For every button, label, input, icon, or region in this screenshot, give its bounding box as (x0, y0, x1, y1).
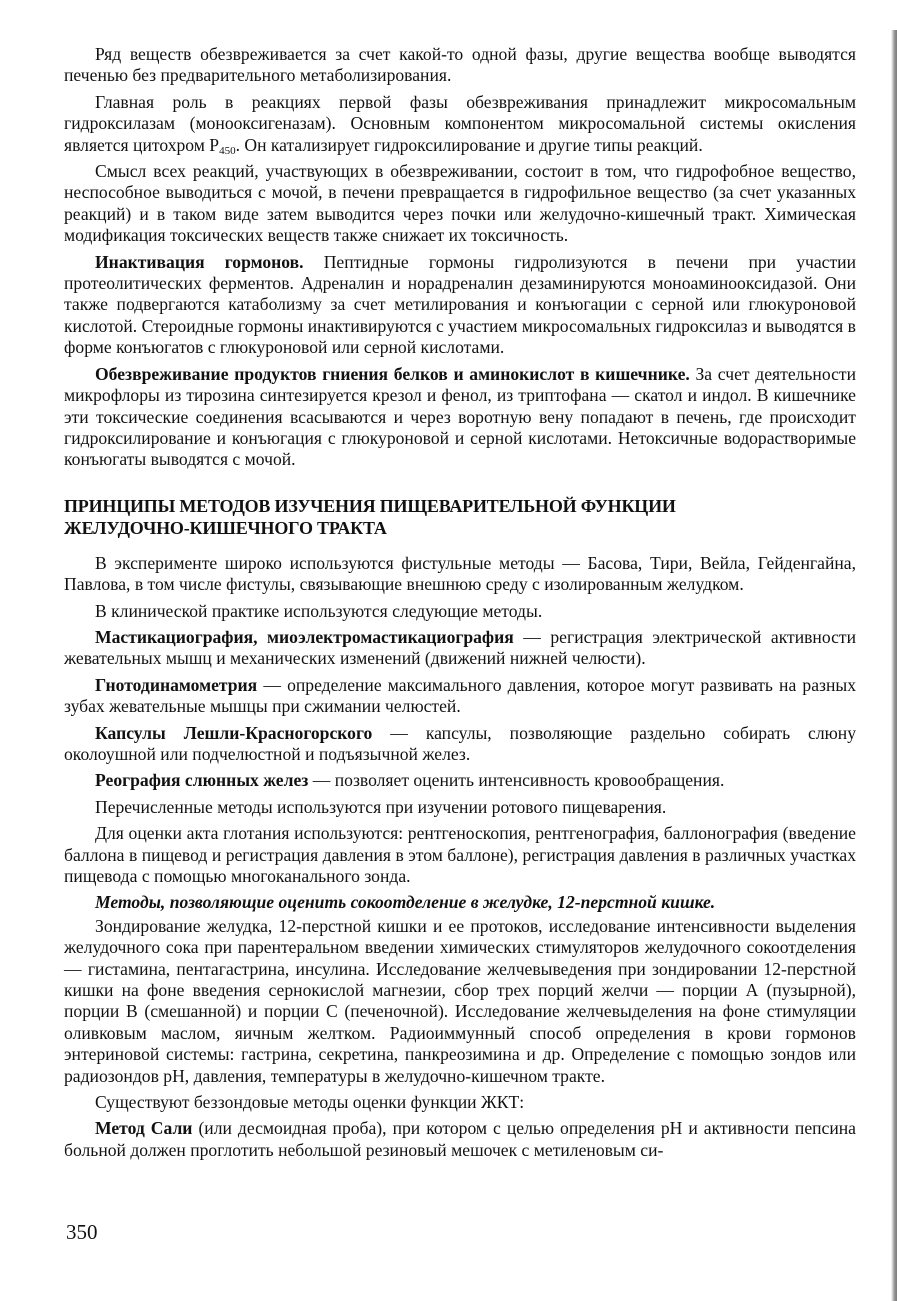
bold-term: Мастикациография, миоэлектромастикациография (95, 626, 514, 647)
bold-term: Инактивация гормонов. (95, 251, 304, 272)
paragraph: Мастикациография, миоэлектромастикациография — регистрация электрической активности жевательных мышц и механических изменений (движений нижней челюсти). (64, 626, 856, 669)
paragraph: В эксперименте широко используются фистульные методы — Басова, Тири, Вейла, Гейденгайна, Павлова, в том числе фистулы, связывающие внешнюю среду с изолированным желудком. (64, 552, 856, 595)
section-heading: ПРИНЦИПЫ МЕТОДОВ ИЗУЧЕНИЯ ПИЩЕВАРИТЕЛЬНОЙ ФУНКЦИИ ЖЕЛУДОЧНО-КИШЕЧНОГО ТРАКТА (64, 495, 676, 538)
paragraph: Ряд веществ обезвреживается за счет какой-то одной фазы, другие вещества вообще выводятся печенью без предварительного метаболизирования. (64, 44, 856, 86)
paragraph: Обезвреживание продуктов гниения белков и аминокислот в кишечнике. За счет деятельности микрофлоры из тирозина синтезируется крезол и фенол, из триптофана — скатол и индол. В кишечнике эти токсические соединения всасываются и через воротную вену попадают в печень, где происходит гидроксилирование и конъюгация с глюкуроновой и серной кислотами. Нетоксичные водорастворимые конъюгаты выводятся с мочой. (64, 363, 856, 470)
paragraph: Инактивация гормонов. Пептидные гормоны гидролизуются в печени при участии протеолитических ферментов. Адреналин и норадреналин дезаминируются моноаминооксидазой. Они также подвергаются катаболизму за счет метилирования и конъюгации с серной или глюкуроновой кислотой. Стероидные гормоны инактивируются с участием микросомальных гидроксилаз и выводятся в форме конъюгатов с глюкуроновой или серной кислотами. (64, 251, 856, 358)
scan-edge-shadow (891, 30, 897, 1301)
paragraph (64, 892, 856, 913)
bold-term: Обезвреживание продуктов гниения белков и аминокислот в кишечнике. (95, 363, 690, 384)
paragraph: Главная роль в реакциях первой фазы обезвреживания принадлежит микросомальным гидроксилазам (монооксигеназам). Основным компонентом микросомальной системы окисления является цитохром $Р_{450}$. Он катализирует гидроксилирование и другие типы реакций. (64, 91, 856, 157)
paragraph: Для оценки акта глотания используются: рентгеноскопия, рентгенография, баллонография (введение баллона в пищевод и регистрация давления в этом баллоне), регистрация давления в различных участках пищевода с помощью многоканального зонда. (64, 823, 856, 886)
paragraph: Гнотодинамометрия — определение максимального давления, которое могут развивать на разных зубах жевательные мышцы при сжимании челюстей. (64, 674, 856, 717)
paragraph: Зондирование желудка, 12-перстной кишки и ее протоков, исследование интенсивности выделения желудочного сока при парентеральном введении химических стимуляторов желудочного сокоотделения — гистамина, пентагастрина, инсулина. Исследование желчевыведения при зондировании 12-перстной кишки на фоне введения сернокислой магнезии, сбор трех порций желчи — порции А (пузырной), порции В (смешанной) и порции С (печеночной). Исследование желчевыделения на фоне стимуляции оливковым маслом, яичным желтком. Радиоиммунный способ определения в крови гормонов энтериновой системы: гастрина, секретина, панкреозимина и др. Определение с помощью зондов или радиозондов рН, давления, температуры в желудочно-кишечном тракте. (64, 915, 856, 1086)
paragraph: Реография слюнных желез — позволяет оценить интенсивность кровообращения. (95, 770, 725, 791)
page-body (64, 44, 856, 1163)
paragraph: Метод Сали (или десмоидная проба), при котором с целью определения рН и активности пепсина больной должен проглотить небольшой резиновый мешочек с метиленовым си- (64, 1118, 856, 1160)
bold-term: Метод Сали (95, 1118, 193, 1139)
subscript: 450 (219, 144, 236, 157)
bold-italic-subheading: Методы, позволяющие оценить сокоотделение в желудке, 12-перстной кишке. (95, 892, 716, 913)
paragraph: Существуют беззондовые методы оценки функции ЖКТ: (95, 1092, 525, 1113)
bold-term: Реография слюнных желез (95, 770, 309, 791)
paragraph: Смысл всех реакций, участвующих в обезвреживании, состоит в том, что гидрофобное вещество, неспособное выводиться с мочой, в печени превращается в гидрофильное вещество (за счет указанных реакций) и в таком виде затем выводится через почки или желудочно-кишечный тракт. Химическая модификация токсических веществ также снижает их токсичность. (64, 161, 856, 246)
paragraph: Капсулы Лешли-Красногорского — капсулы, позволяющие раздельно собирать слюну околоушной или подчелюстной и подъязычной желез. (64, 722, 857, 764)
bold-term: Гнотодинамометрия (95, 674, 258, 695)
bold-term: Капсулы Лешли-Красногорского (95, 722, 373, 743)
page-number: 350 (66, 1220, 98, 1244)
paragraph: В клинической практике используются следующие методы. (95, 600, 543, 621)
paragraph: Перечисленные методы используются при изучении ротового пищеварения. (95, 796, 667, 817)
